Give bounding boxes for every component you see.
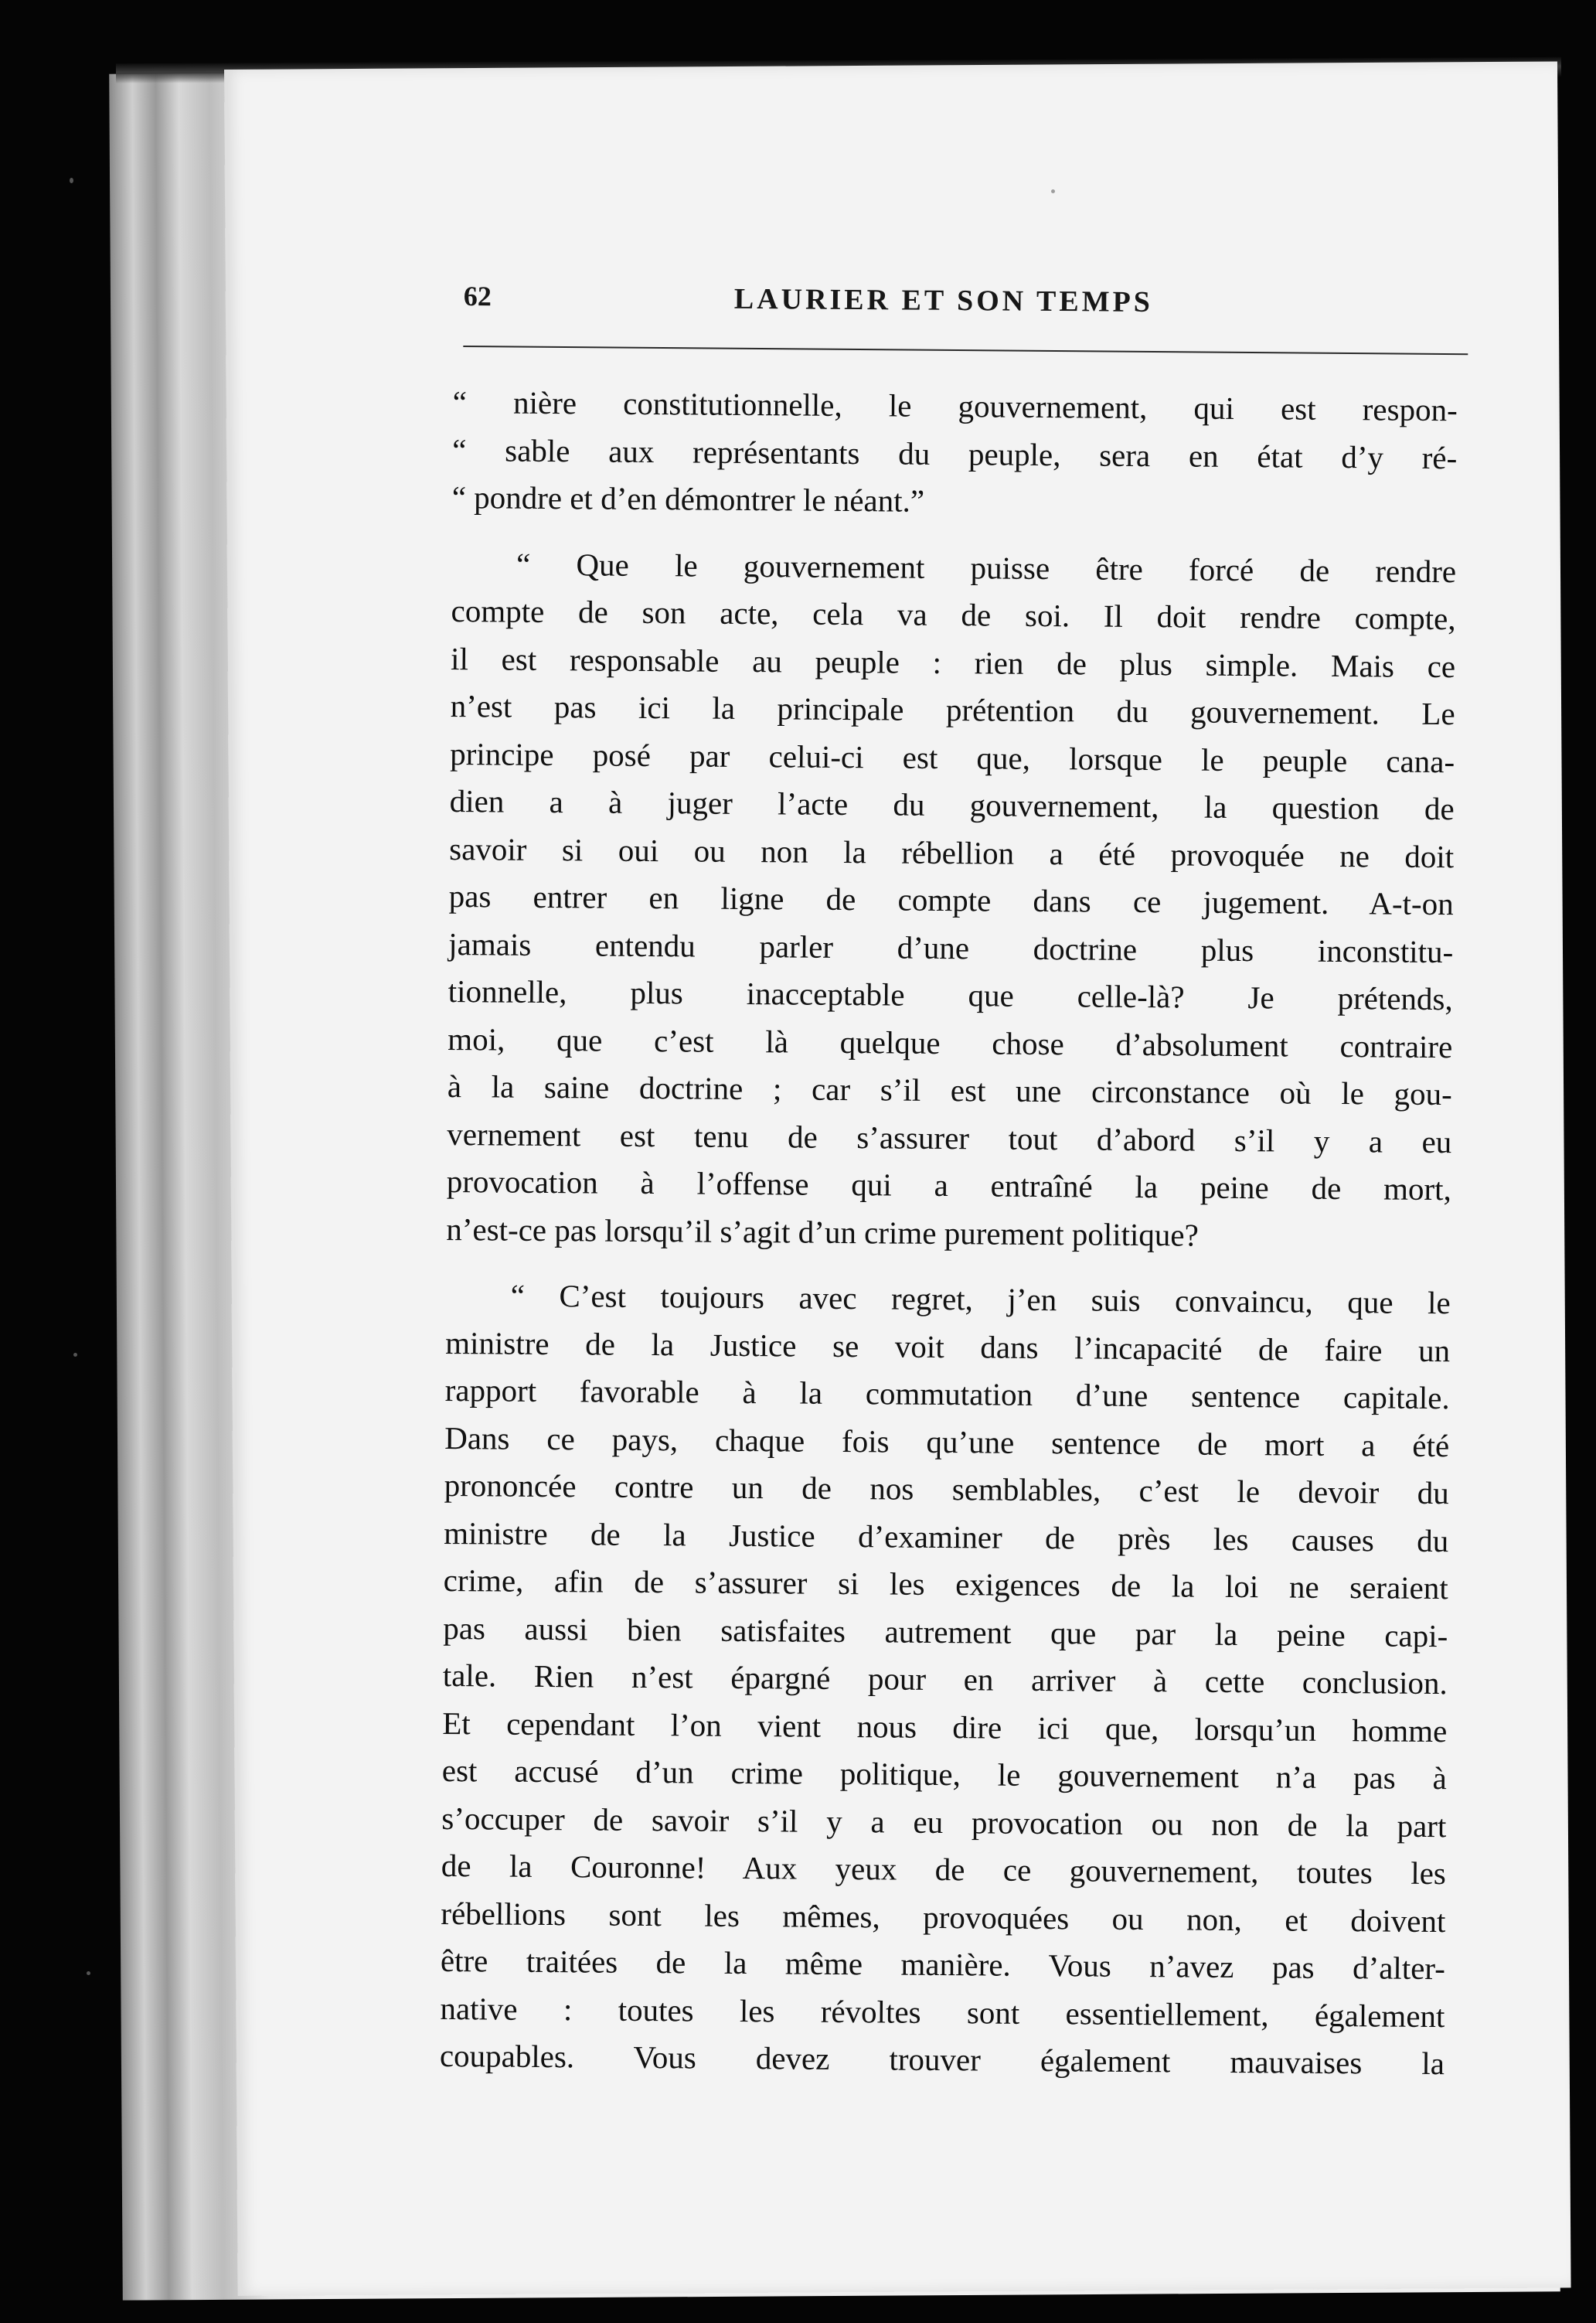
text-line: moi, que c’est là quelque chose d’absolument contraire	[447, 1020, 1453, 1064]
text-line: de la Couronne! Aux yeux de ce gouvernement, toutes les	[441, 1847, 1447, 1892]
text-line: native : toutes les révoltes sont essentiellement, également	[440, 1990, 1445, 2034]
text-line: être traitées de la même manière. Vous n’avez pas d’alter-	[440, 1942, 1446, 1987]
text-line: jamais entendu parler d’une doctrine plus inconstitu-	[448, 925, 1454, 969]
text-line: “ Que le gouvernement puisse être forcé de rendre	[516, 546, 1457, 589]
scan-speck	[1051, 189, 1055, 193]
running-title: LAURIER ET SON TEMPS	[733, 282, 1154, 319]
text-line: “ sable aux représentants du peuple, sera en état d’y ré-	[452, 431, 1458, 475]
scan-speck	[73, 1353, 77, 1357]
text-line: compte de son acte, cela va de soi. Il doit rendre compte,	[451, 592, 1456, 637]
text-line: est accusé d’un crime politique, le gouvernement n’a pas à	[441, 1752, 1448, 1797]
text-line: à la saine doctrine ; car s’il est une circonstance où le gou-	[447, 1068, 1452, 1112]
text-line: principe posé par celui-ci est que, lorsque le peuple cana-	[450, 735, 1455, 779]
text-line: tale. Rien n’est épargné pour en arriver à cette conclusion.	[442, 1657, 1448, 1701]
text-line: rébellions sont les mêmes, provoquées ou non, et doivent	[441, 1895, 1446, 1939]
text-line: provocation à l’offense qui a entraîné la peine de mort,	[446, 1163, 1451, 1207]
text-line: tionnelle, plus inacceptable que celle-là? Je prétends,	[447, 972, 1453, 1017]
page-header	[464, 280, 1445, 334]
text-line: coupables. Vous devez trouver également mauvaises la	[439, 2037, 1445, 2082]
text-line: Et cependant l’on vient nous dire ici que, lorsqu’un homme	[442, 1705, 1448, 1749]
text-line: rapport favorable à la commutation d’une sentence capitale.	[444, 1371, 1450, 1416]
text-line: pas aussi bien satisfaites autrement que par la peine capi-	[443, 1609, 1448, 1654]
text-line: ministre de la Justice se voit dans l’incapacité de faire un	[445, 1324, 1451, 1368]
text-line: crime, afin de s’assurer si les exigences de la loi ne seraient	[443, 1562, 1448, 1606]
text-line: s’occuper de savoir s’il y a eu provocation ou non de la part	[441, 1800, 1447, 1844]
text-line: “ pondre et d’en démontrer le néant.”	[451, 479, 925, 519]
text-line: n’est pas ici la principale prétention du gouvernement. Le	[450, 687, 1455, 732]
text-line: n’est-ce pas lorsqu’il s’agit d’un crime purement politique?	[446, 1211, 1199, 1253]
page-number: 62	[463, 280, 492, 312]
text-line: prononcée contre un de nos semblables, c’est le devoir du	[444, 1466, 1449, 1511]
text-line: savoir si oui ou non la rébellion a été provoquée ne doit	[449, 830, 1455, 874]
text-line: pas entrer en ligne de compte dans ce jugement. A-t-on	[448, 877, 1454, 922]
text-line: ministre de la Justice d’examiner de près les causes du	[444, 1514, 1449, 1558]
scan-speck	[87, 1971, 90, 1975]
text-line: il est responsable au peuple : rien de plus simple. Mais ce	[450, 640, 1456, 684]
text-line: “ nière constitutionnelle, le gouvernement, qui est respon-	[452, 383, 1458, 428]
text-line: Dans ce pays, chaque fois qu’une sentence de mort a été	[444, 1419, 1450, 1463]
text-line: dien a à juger l’acte du gouvernement, la question de	[449, 782, 1455, 827]
text-line: “ C’est toujours avec regret, j’en suis convaincu, que le	[510, 1277, 1451, 1321]
scan-speck	[70, 178, 73, 183]
body-text	[440, 379, 1458, 2088]
text-line: vernement est tenu de s’assurer tout d’abord s’il y a eu	[447, 1116, 1452, 1160]
